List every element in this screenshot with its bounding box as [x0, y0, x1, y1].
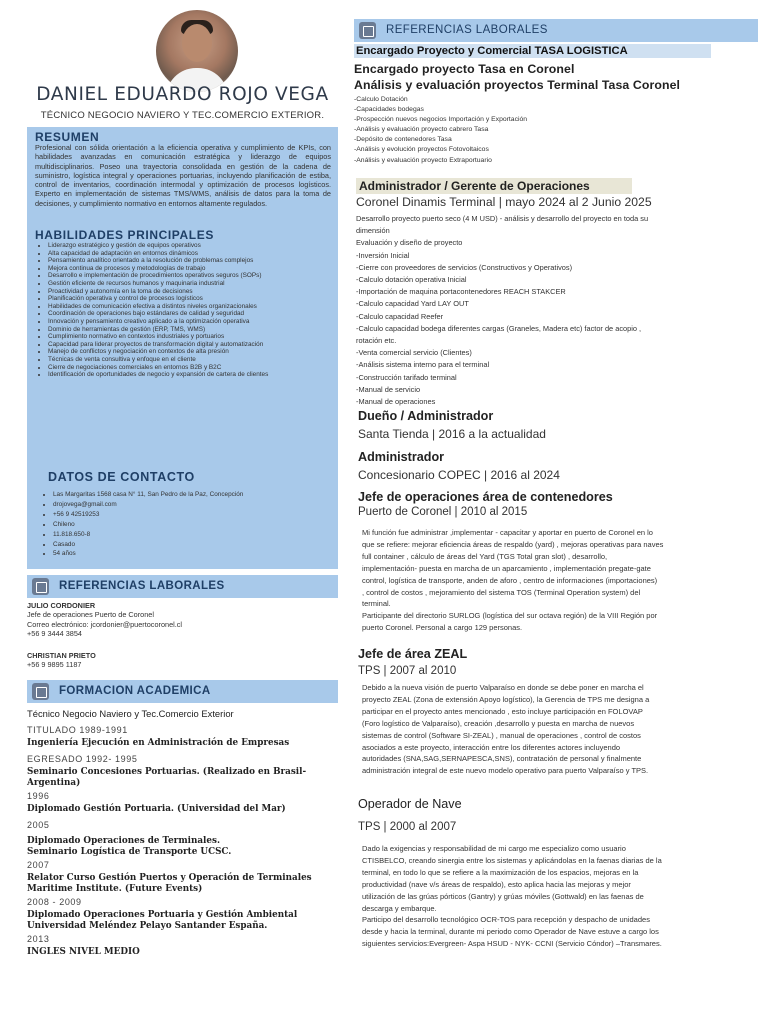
degree-year: EGRESADO 1992- 1995 [27, 754, 138, 764]
list-item: -Venta comercial servicio (Clientes) [356, 348, 472, 358]
paragraph-line: desde y hacia la terminal, durante mi periodo como Operador de Nave estuve a cargo los [362, 927, 659, 937]
paragraph-line: administración integral de este nuevo modelo operativo para puerto Valparaíso y TPS. [362, 766, 649, 776]
list-item: -Análisis y evaluación proyecto cabrero Tasa [354, 126, 489, 134]
paragraph-line: Participo del desarrollo tecnológico OCR-TOS para recepción y despacho de unidades [362, 915, 650, 925]
list-item: -Prospección nuevos negocios Importación y Exportación [354, 116, 528, 124]
list-item: • Habilidades de comunicación efectiva a distintos niveles organizacionales [48, 303, 348, 311]
list-item: -Capacidades bodegas [354, 106, 424, 114]
paragraph-line: Participante del directorio SURLOG (logística del sur octava región) de la VIII Región por [362, 611, 658, 621]
job-heading: Jefe de operaciones área de contenedores [358, 490, 613, 504]
list-item: • Planificación operativa y control de procesos logísticos [48, 295, 348, 303]
paragraph-line: Mi función fue administrar ,implementar - capacitar y aportar en puerto de Coronel en lo [362, 528, 653, 537]
list-item: -Importación de maquina portacontenedores REACH STAKCER [356, 287, 566, 297]
paragraph-line: asociados a este proyecto, interacción entre los diferentes actores incluyendo [362, 742, 621, 752]
list-item: • Cumplimiento normativo en contextos industriales y portuarios [48, 333, 348, 341]
briefcase-icon [32, 578, 49, 595]
list-item: • Pensamiento analítico orientado a la resolución de problemas complejos [48, 257, 348, 265]
skills-heading: HABILIDADES PRINCIPALES [35, 228, 214, 242]
list-item: • Dominio de herramientas de gestión (ERP, TMS, WMS) [48, 326, 348, 334]
graduation-icon [32, 683, 49, 700]
paragraph-line: que se refiere: mejorar eficiencia áreas de respaldo (yard) , mejoras operativas para naves [362, 539, 664, 549]
contact-status: • Casado [53, 540, 343, 550]
paragraph-line: autoridades (SNA,SAG,SERNAPESCA,SNS), contratación de personal y finalmente [362, 754, 642, 764]
formacion-heading: FORMACION ACADEMICA [59, 685, 211, 697]
degree-title: Diplomado Operaciones Portuaria y Gestión Ambiental [27, 910, 298, 920]
job-heading: Operador de Nave [358, 797, 462, 811]
degree-title: Diplomado Gestión Portuaria. (Universidad del Mar) [27, 804, 286, 814]
degree-title: Ingeniería Ejecución en Administración de Empresas [27, 738, 290, 748]
ref-phone: +56 9 3444 3854 [27, 629, 82, 639]
list-item: • Innovación y pensamiento creativo aplicado a la optimización operativa [48, 318, 348, 326]
degree-title: Diplomado Operaciones de Terminales. [27, 836, 221, 846]
ref-left-bar [27, 575, 338, 598]
contact-email: • drojovega@gmail.com [53, 500, 343, 510]
list-item: -Manual de operaciones [356, 397, 436, 407]
paragraph-line: , control de costos , mejoramiento del sistema TOS (Terminal Operation system) del [362, 587, 641, 597]
profile-photo [156, 10, 238, 92]
paragraph-line: Debido a la nueva visión de puerto Valparaíso en donde se debe poner en marcha el [362, 683, 644, 692]
list-item: • Gestión eficiente de recursos humanos y maquinaria industrial [48, 280, 348, 288]
ref-left-content [27, 601, 338, 669]
job-period: Puerto de Coronel | 2010 al 2015 [358, 506, 528, 518]
job-heading: Jefe de área ZEAL [358, 647, 468, 661]
list-item: • Alta capacidad de adaptación en entornos dinámicos [48, 250, 348, 258]
list-item: • Mejora continua de procesos y metodologías de trabajo [48, 265, 348, 273]
ref-right-bar [354, 19, 758, 42]
briefcase-icon [359, 22, 376, 39]
degree-year: 2005 [27, 820, 50, 830]
ref-name: JULIO CORDONIER [27, 601, 96, 610]
job-description [362, 682, 752, 777]
degree-year: 2007 [27, 860, 50, 870]
list-item: -Calculo dotación operativa Inicial [356, 275, 467, 285]
ref-role: Jefe de operaciones Puerto de Coronel [27, 610, 154, 620]
list-item: -Calculo capacidad bodega diferentes cargas (Graneles, Madera etc) factor de acopio , [356, 323, 642, 333]
list-item: Desarrollo proyecto puerto seco (4 M USD) - análisis y desarrollo del proyecto en toda su [356, 214, 649, 223]
degree-year: 2008 - 2009 [27, 897, 82, 907]
ref-left-heading: REFERENCIAS LABORALES [59, 580, 225, 592]
list-item: -Análisis y evaluación proyecto Extraportuario [354, 156, 492, 164]
list-item: dimensión [356, 226, 390, 236]
resumen-heading: RESUMEN [35, 130, 100, 144]
job-description [362, 527, 752, 634]
contact-age: • 54 años [53, 549, 343, 559]
contact-nationality: • Chileno [53, 520, 343, 530]
paragraph-line: Dado la exigencias y responsabilidad de mi cargo me especializo como usuario [362, 844, 626, 853]
degree-title: Seminario Concesiones Portuarias. (Realizado en Brasil-Argentina) [27, 767, 307, 788]
list-item: rotación etc. [356, 336, 397, 346]
list-item: • Coordinación de operaciones bajo estándares de calidad y seguridad [48, 310, 348, 318]
candidate-title: TÉCNICO NEGOCIO NAVIERO Y TEC.COMERCIO EXTERIOR. [40, 110, 325, 121]
paragraph-line: productividad (nave v/s áreas de respaldo), esto aplica hacia las mejoras y mejor [362, 879, 631, 889]
job-period: Santa Tienda | 2016 a la actualidad [358, 427, 546, 441]
degree-year: 1996 [27, 791, 50, 801]
list-item: -Calculo capacidad Reefer [356, 311, 444, 321]
paragraph-line: descarga y embarque. [362, 903, 437, 913]
contact-list [39, 490, 343, 559]
degree-title: Técnico Negocio Naviero y Tec.Comercio Exterior [27, 708, 234, 719]
list-item: -Inversión Inicial [356, 250, 410, 260]
paragraph-line: participar en el proyecto antes mencionado , esto incluye participación en FOLOVAP [362, 706, 643, 716]
paragraph-line: utilización de las grúas pórticos (Gantry) y grúas móviles (Gottwald) en las faenas de [362, 891, 644, 901]
list-item: • Manejo de conflictos y negociación en contextos de alta presión [48, 348, 348, 356]
job-subtitle: Análisis y evaluación proyectos Terminal Tasa Coronel [354, 78, 681, 92]
paragraph-line: sistemas de control (Software SI-ZEAL) , manual de operaciones , control de costos [362, 730, 641, 740]
skills-list [35, 242, 348, 379]
job-period: TPS | 2000 al 2007 [358, 821, 457, 833]
contact-address: • Las Margaritas 1568 casa N° 11, San Pedro de la Paz, Concepción [53, 490, 343, 500]
formacion-content [27, 708, 338, 958]
contact-heading: DATOS DE CONTACTO [48, 470, 195, 484]
list-item: -Análisis y evolución proyectos Fotovoltaicos [354, 146, 489, 154]
list-item: • Técnicas de venta consultiva y enfoque en el cliente [48, 356, 348, 364]
job-heading: Administrador / Gerente de Operaciones [356, 178, 632, 194]
ref-email: Correo electrónico: jcordonier@puertocoronel.cl [27, 619, 183, 629]
list-item: • Identificación de oportunidades de negocio y expansión de cartera de clientes [48, 371, 348, 379]
job-description [362, 843, 752, 950]
degree-title: INGLES NIVEL MEDIO [27, 947, 140, 957]
job-task-list [356, 213, 648, 408]
ref-phone: +56 9 9895 1187 [27, 660, 82, 670]
degree-year: 2013 [27, 934, 50, 944]
paragraph-line: implementación- puesta en marcha de un aparcamiento , implementación pregate-gate [362, 563, 651, 573]
paragraph-line: siguientes servicios:Evergreen- Aspa HSUD - NYK- CCNI (Servicio Cóndor) –Transmares. [362, 939, 662, 949]
list-item: • Cierre de negociaciones comerciales en entornos B2B y B2C [48, 364, 348, 372]
job-heading: Administrador [358, 450, 445, 464]
list-item: • Desarrollo e implementación de procedimientos operativos seguros (SOPs) [48, 272, 348, 280]
list-item: Evaluación y diseño de proyecto [356, 238, 463, 248]
paragraph-line: puerto Coronel. Personal a cargo 129 personas. [362, 623, 523, 633]
contact-id: • 11.818.650-8 [53, 530, 343, 540]
job-period: Concesionario COPEC | 2016 al 2024 [358, 468, 560, 482]
contact-phone: • +56 9 42519253 [53, 510, 343, 520]
paragraph-line: control, logística de transporte, anden de aforo , centro de informaciones (importaciones) [362, 575, 658, 585]
ref-right-heading: REFERENCIAS LABORALES [386, 24, 548, 36]
degree-title: Relator Curso Gestión Puertos y Operación de Terminales [27, 873, 312, 883]
list-item: • Capacidad para liderar proyectos de transformación digital y automatización [48, 341, 348, 349]
job-task-list [354, 95, 527, 166]
resumen-text: Profesional con sólida orientación a la eficiencia operativa y cumplimiento de KPIs, con habilidades avanzadas en comunicación estratégica y liderazgo de equipos multidisciplinarios. Poseo una trayectoria consolidada en gestión de la cadena de suministro, logística integral y operaciones portuarias, incluyendo planificación de estiba, control de inventarios, coordinación intermodal y optimización de procesos logísticos. Experto en implementación de sistemas TMS/WMS, análisis de datos para la toma de decisiones, y cumplimiento normativo en entornos altamente regulados. [35, 143, 331, 208]
list-item: -Construcción tarifado terminal [356, 372, 457, 382]
degree-title: Seminario Logística de Transporte UCSC. [27, 847, 232, 857]
paragraph-line: terminal. [362, 599, 391, 609]
degree-year: TITULADO 1989-1991 [27, 725, 128, 735]
paragraph-line: proyecto ZEAL (Zona de extensión Apoyo logístico), la Gerencia de TPS me designa a [362, 694, 650, 704]
list-item: -Depósito de contenedores Tasa [354, 136, 452, 144]
list-item: • Liderazgo estratégico y gestión de equipos operativos [48, 242, 348, 250]
job-subtitle: Encargado proyecto Tasa en Coronel [354, 62, 575, 76]
ref-name: CHRISTIAN PRIETO [27, 650, 96, 660]
job-period: Coronel Dinamis Terminal | mayo 2024 al 2 Junio 2025 [356, 195, 652, 209]
list-item: -Análisis sistema interno para el terminal [356, 360, 490, 370]
list-item: • Proactividad y autonomía en la toma de decisiones [48, 288, 348, 296]
paragraph-line: (Foro logístico de Valparaíso), creación ,desarrollo y puesta en marcha de nuevos [362, 718, 635, 728]
list-item: -Manual de servicio [356, 384, 421, 394]
job-title: Encargado Proyecto y Comercial TASA LOGISTICA [354, 44, 711, 58]
job-heading: Dueño / Administrador [358, 409, 494, 423]
list-item: -Calculo Dotación [354, 96, 408, 103]
list-item: -Cierre con proveedores de servicios (Constructivos y Operativos) [356, 262, 573, 272]
paragraph-line: CTISBELCO, creando sinergia entre los sistemas y aplicándolas en la faenas diarias de la [362, 855, 662, 865]
candidate-name: DANIEL EDUARDO ROJO VEGA [36, 84, 329, 105]
formacion-bar [27, 680, 338, 703]
paragraph-line: terminal, en todo lo que se refiere a la maximización de los espacios, mejoras en la [362, 867, 639, 877]
degree-title: Maritime Institute. (Future Events) [27, 884, 203, 894]
job-period: TPS | 2007 al 2010 [358, 665, 457, 677]
paragraph-line: full container , cálculo de áreas del Yard (TGS Total gran slot) , desarrollo, [362, 551, 608, 561]
list-item: -Calculo capacidad Yard LAY OUT [356, 299, 469, 309]
degree-title: Universidad Meléndez Pelayo Santander España. [27, 921, 268, 931]
